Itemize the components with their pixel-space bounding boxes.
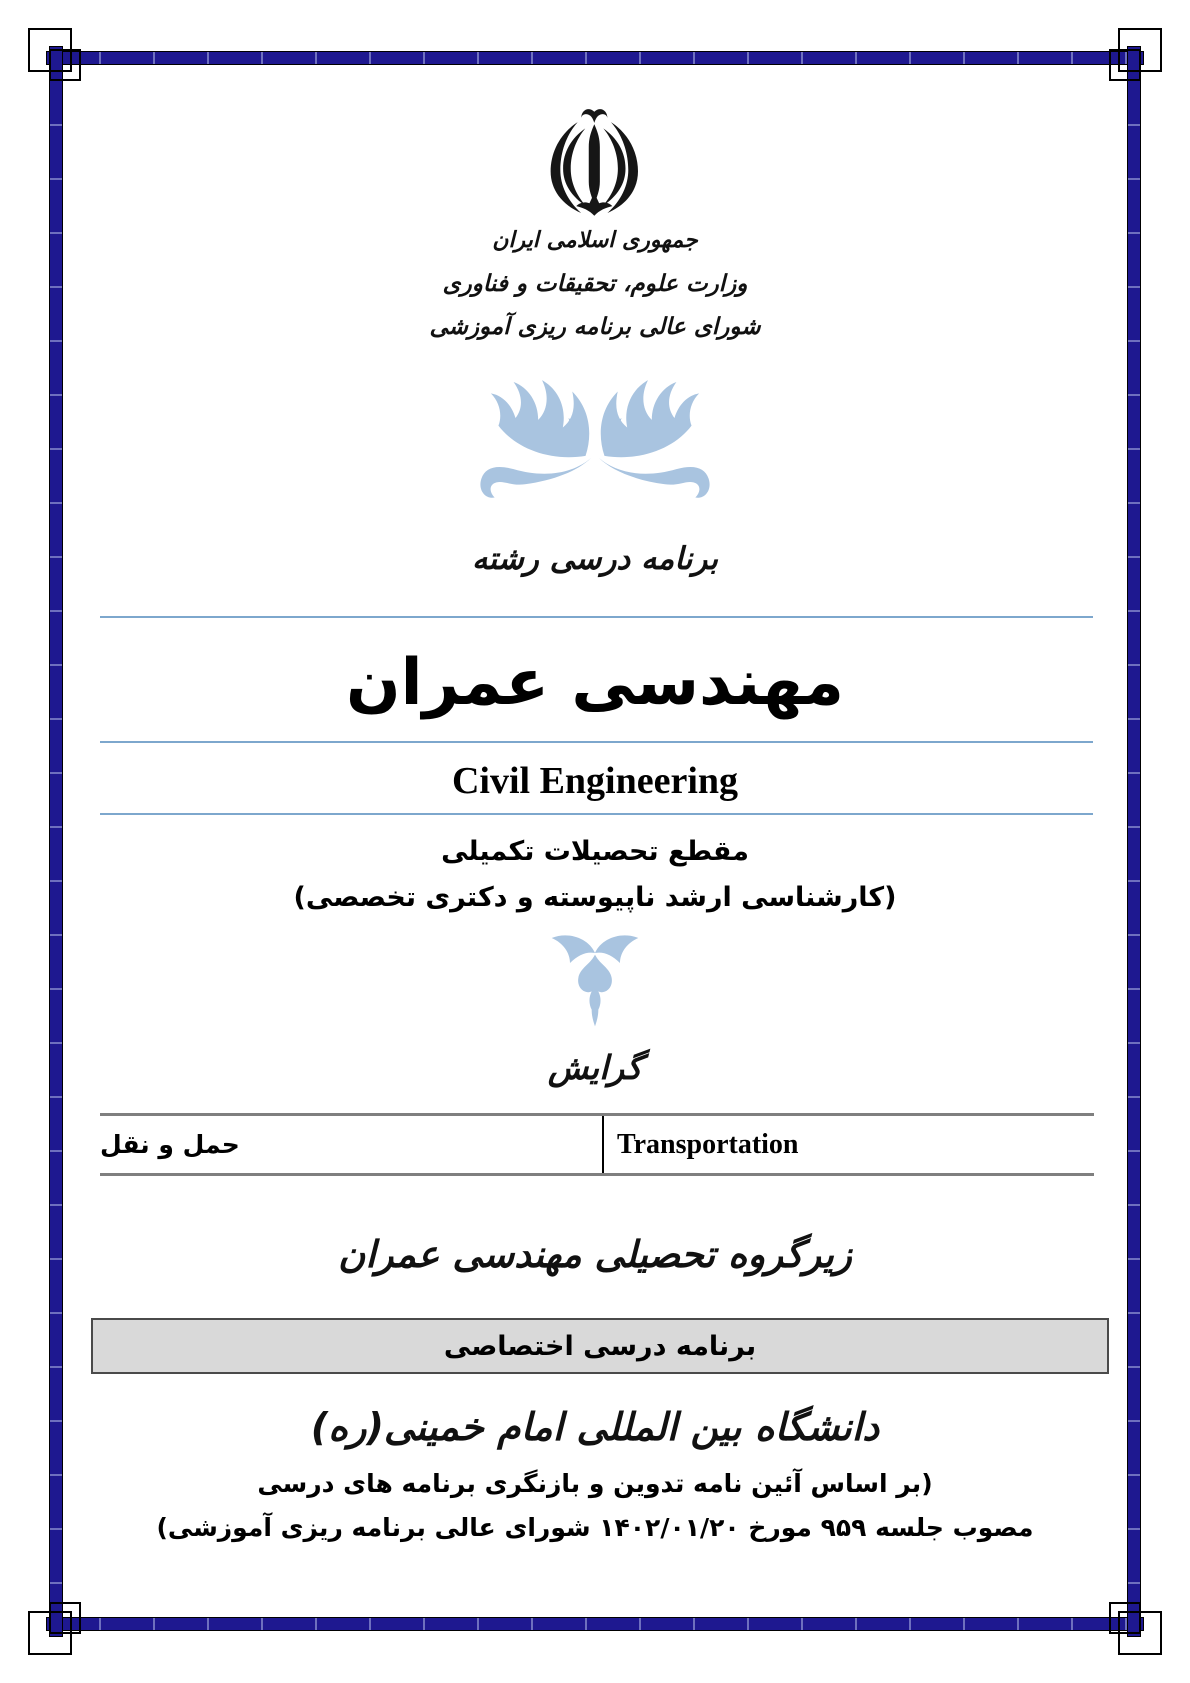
orientation-section-label: گرایش [547, 1048, 643, 1087]
degree-level-line: مقطع تحصیلات تکمیلی [441, 836, 749, 867]
gov-line-council: شورای عالی برنامه ریزی آموزشی [429, 314, 761, 340]
orientation-name-fa: حمل و نقل [100, 1130, 240, 1159]
iran-national-emblem-icon [543, 100, 647, 222]
frame-corner-knot-top-left-inner [49, 49, 81, 81]
university-line: دانشگاه بین المللی امام خمینی(ره) [310, 1405, 880, 1449]
frame-corner-knot-bottom-left-inner [49, 1602, 81, 1634]
program-title-fa: مهندسی عمران [346, 646, 844, 720]
gov-line-ministry: وزارت علوم، تحقیقات و فناوری [442, 271, 748, 297]
frame-band-bottom [46, 1617, 1144, 1631]
footnote-line-1: (بر اساس آئین نامه تدوین و بازنگری برنامه های درسی [257, 1469, 933, 1498]
frame-corner-knot-top-right-inner [1109, 49, 1141, 81]
footnote-line-2: مصوب جلسه ۹۵۹ مورخ ۱۴۰۲/۰۱/۲۰ شورای عالی برنامه ریزی آموزشی) [156, 1513, 1034, 1542]
gov-line-republic: جمهوری اسلامی ایران [492, 228, 698, 253]
subgroup-line: زیرگروه تحصیلی مهندسی عمران [338, 1233, 852, 1276]
orientation-table [100, 1113, 1094, 1176]
program-section-label: برنامه درسی رشته [471, 541, 719, 577]
divider-rule-below-title [100, 741, 1093, 743]
degree-level-detail-line: (کارشناسی ارشد ناپیوسته و دکتری تخصصی) [293, 882, 897, 913]
special-curriculum-bar: برنامه درسی اختصاصی [91, 1318, 1109, 1374]
frame-corner-knot-bottom-right-inner [1109, 1602, 1141, 1634]
divider-rule-below-english-title [100, 813, 1093, 815]
orientation-name-en: Transportation [617, 1128, 799, 1160]
trefoil-ornament-icon [530, 928, 660, 1028]
divider-rule-above-title [100, 616, 1093, 618]
frame-band-top [46, 51, 1144, 65]
program-title-en: Civil Engineering [451, 760, 739, 802]
floral-flourish-icon [467, 365, 723, 507]
